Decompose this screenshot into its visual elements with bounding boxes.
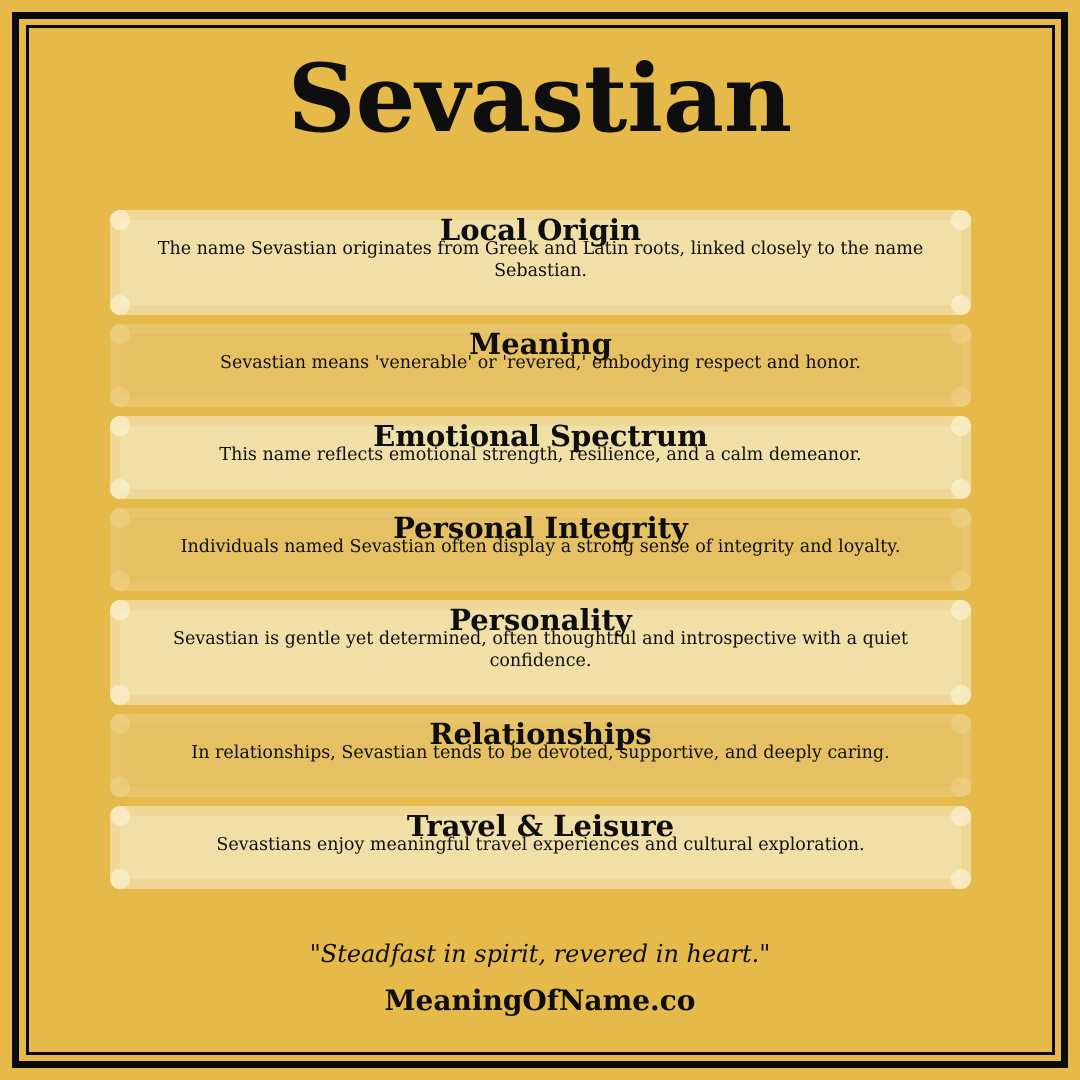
section-heading: Travel & Leisure	[406, 809, 675, 843]
corner-dot	[951, 387, 971, 407]
corner-dot	[110, 806, 130, 826]
corner-dot	[110, 714, 130, 734]
section-text: In relationships, Sevastian tends to be devoted, supportive, and deeply caring.	[191, 743, 890, 763]
corner-dot	[110, 210, 130, 230]
section-heading: Emotional Spectrum	[373, 419, 708, 453]
brand-footer: MeaningOfName.co	[384, 984, 696, 1017]
corner-dot	[110, 869, 130, 889]
quote-open-mark: "	[309, 940, 321, 968]
section-text: This name reflects emotional strength, resilience, and a calm demeanor.	[219, 445, 862, 465]
corner-dot	[951, 479, 971, 499]
corner-dot	[951, 806, 971, 826]
corner-dot	[951, 324, 971, 344]
quote-close-mark: "	[759, 940, 771, 968]
corner-dot	[110, 600, 130, 620]
section-card-relationships	[110, 714, 971, 797]
section-card-personality	[110, 600, 971, 705]
page-title: Sevastian	[287, 44, 793, 154]
section-heading: Local Origin	[439, 213, 642, 247]
corner-dot	[951, 295, 971, 315]
section-heading: Meaning	[469, 327, 612, 361]
corner-dot	[951, 571, 971, 591]
corner-dot	[110, 685, 130, 705]
section-heading: Relationships	[429, 717, 652, 751]
section-card-emotional-spectrum	[110, 416, 971, 499]
corner-dot	[110, 387, 130, 407]
corner-dot	[110, 295, 130, 315]
section-text: Sevastians enjoy meaningful travel experiences and cultural exploration.	[216, 835, 865, 855]
corner-dot	[110, 571, 130, 591]
section-heading: Personality	[449, 603, 632, 637]
corner-dot	[951, 508, 971, 528]
section-card-travel-leisure	[110, 806, 971, 889]
quote-text: Steadfast in spirit, revered in heart.	[320, 940, 760, 968]
section-text: Sevastian is gentle yet determined, often thoughtful and introspective with a quiet confidence.	[172, 629, 909, 671]
corner-dot	[951, 600, 971, 620]
quote	[0, 938, 1080, 970]
corner-dot	[110, 416, 130, 436]
section-heading: Personal Integrity	[393, 511, 688, 545]
section-text: The name Sevastian originates from Greek and Latin roots, linked closely to the name Sebastian.	[157, 239, 924, 281]
corner-dot	[110, 479, 130, 499]
corner-dot	[110, 324, 130, 344]
section-card-local-origin	[110, 210, 971, 315]
corner-dot	[110, 777, 130, 797]
corner-dot	[951, 869, 971, 889]
corner-dot	[951, 210, 971, 230]
corner-dot	[951, 416, 971, 436]
section-card-meaning	[110, 324, 971, 407]
corner-dot	[951, 685, 971, 705]
section-text: Sevastian means 'venerable' or 'revered,' embodying respect and honor.	[219, 353, 861, 373]
section-text: Individuals named Sevastian often display a strong sense of integrity and loyalty.	[180, 537, 901, 557]
corner-dot	[110, 508, 130, 528]
corner-dot	[951, 777, 971, 797]
corner-dot	[951, 714, 971, 734]
section-card-personal-integrity	[110, 508, 971, 591]
